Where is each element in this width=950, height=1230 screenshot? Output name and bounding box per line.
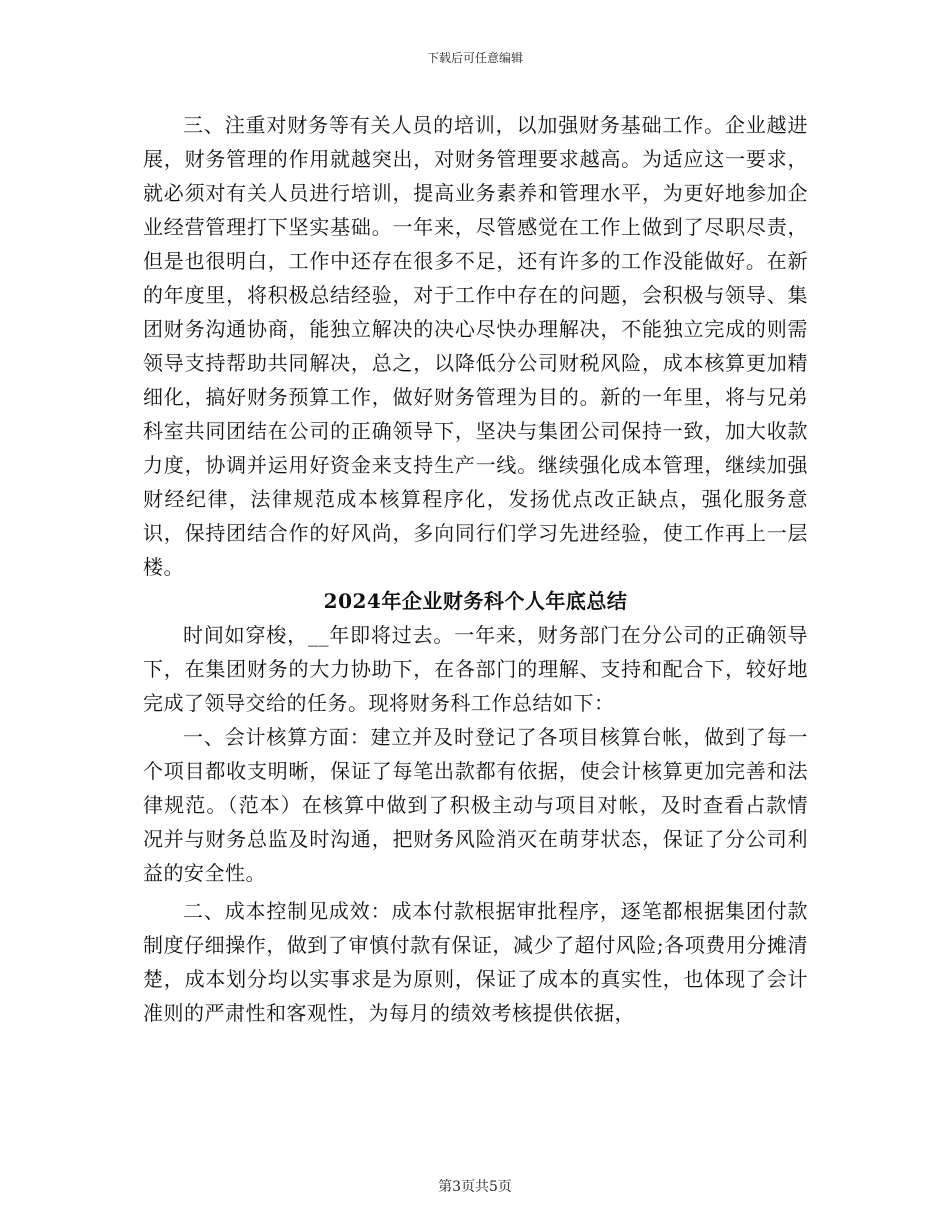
section-title: 2024年企业财务科个人年底总结 <box>323 589 628 613</box>
paragraph-intro: 时间如穿梭，__年即将过去。一年来，财务部门在分公司的正确领导下，在集团财务的大力协助下，在各部门的理解、支持和配合下，较好地完成了领导交给的任务。现将财务科工作总结如下： <box>143 623 808 715</box>
page-number: 第3页共5页 <box>438 1179 512 1195</box>
document-body <box>143 108 808 1030</box>
paragraph-cost-control: 二、成本控制见成效：成本付款根据审批程序，逐笔都根据集团付款制度仔细操作，做到了审慎付款有保证，减少了超付风险;各项费用分摊清楚，成本划分均以实事求是为原则，保证了成本的真实性，也体现了会计准则的严肃性和客观性，为每月的绩效考核提供依据， <box>143 899 808 1025</box>
paragraph-accounting: 一、会计核算方面：建立并及时登记了各项目核算台帐，做到了每一个项目都收支明晰，保证了每笔出款都有依据，使会计核算更加完善和法律规范。（范本）在核算中做到了积极主动与项目对帐，及时查看占款情况并与财务总监及时沟通，把财务风险消灭在萌芽状态，保证了分公司利益的安全性。 <box>143 725 808 885</box>
page-header: 下载后可任意编辑 <box>426 51 523 65</box>
paragraph-training: 三、注重对财务等有关人员的培训，以加强财务基础工作。企业越进展，财务管理的作用就越突出，对财务管理要求越高。为适应这一要求，就必须对有关人员进行培训，提高业务素养和管理水平，为更好地参加企业经营管理打下坚实基础。一年来，尽管感觉在工作上做到了尽职尽责，但是也很明白，工作中还存在很多不足，还有许多的工作没能做好。在新的年度里，将积极总结经验，对于工作中存在的问题，会积极与领导、集团财务沟通协商，能独立解决的决心尽快办理解决，不能独立完成的则需领导支持帮助共同解决，总之，以降低分公司财税风险，成本核算更加精细化，搞好财务预算工作，做好财务管理为目的。新的一年里，将与兄弟科室共同团结在公司的正确领导下，坚决与集团公司保持一致，加大收款力度，协调并运用好资金来支持生产一线。继续强化成本管理，继续加强财经纪律，法律规范成本核算程序化，发扬优点改正缺点，强化服务意识，保持团结合作的好风尚，多向同行们学习先进经验，使工作再上一层楼。 <box>143 113 808 579</box>
